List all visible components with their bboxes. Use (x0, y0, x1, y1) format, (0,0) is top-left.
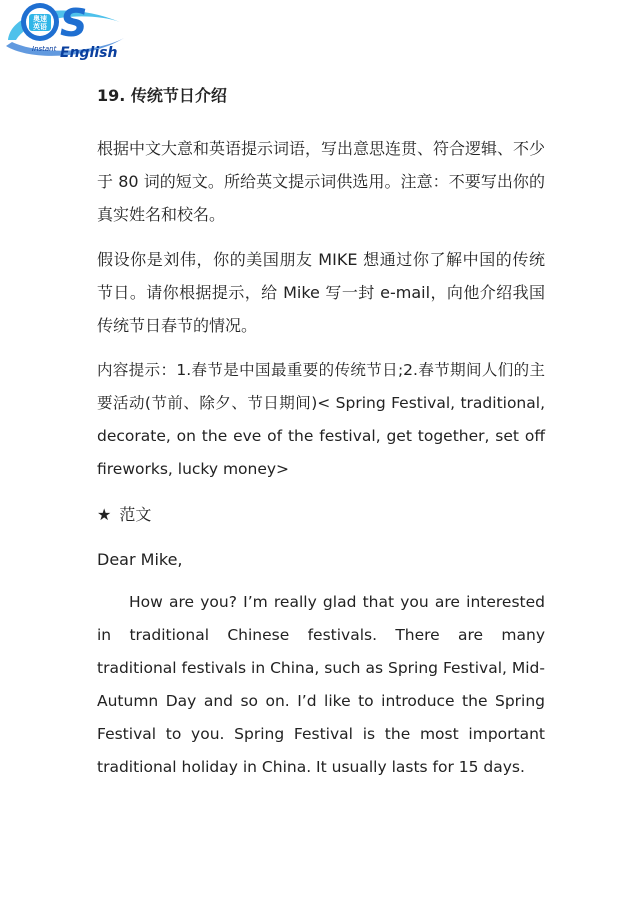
logo-graphic (2, 0, 132, 64)
document-content (97, 82, 545, 784)
sample-heading (97, 498, 545, 531)
sample-label: 范文 (119, 505, 152, 524)
star-icon: ★ (97, 505, 112, 524)
hints-paragraph: 内容提示：1.春节是中国最重要的传统节日;2.春节期间人们的主要活动(节前、除夕、节日期间)< Spring Festival, traditional, decorate, on the eve of the festival, get together, set off fireworks, lucky money> (97, 361, 545, 478)
logo-tagline-small: Instant (32, 45, 57, 53)
logo-badge-line1: 奥速 (33, 15, 47, 23)
page-title: 19. 传统节日介绍 (97, 86, 227, 105)
instant-english-logo (2, 0, 132, 64)
logo-tagline-large: English (60, 45, 118, 61)
letter-greeting: Dear Mike, (97, 550, 183, 569)
instructions-paragraph: 根据中文大意和英语提示词语，写出意思连贯、符合逻辑、不少于 80 词的短文。所给英文提示词供选用。注意：不要写出你的真实姓名和校名。 (97, 139, 546, 224)
letter-body: How are you? I’m really glad that you are interested in traditional Chinese festivals. There are many traditional festivals in China, such as Spring Festival, Mid-Autumn Day and so on. I’d like to introduce the Spring Festival to you. Spring Festival is the most important traditional holiday in China. It usually lasts for 15 days. (97, 593, 545, 776)
logo-badge-line2: 英语 (33, 23, 47, 31)
scenario-paragraph: 假设你是刘伟，你的美国朋友 MIKE 想通过你了解中国的传统节日。请你根据提示，给 Mike 写一封 e-mail，向他介绍我国传统节日春节的情况。 (97, 250, 545, 335)
logo-s-letter: S (60, 1, 88, 45)
